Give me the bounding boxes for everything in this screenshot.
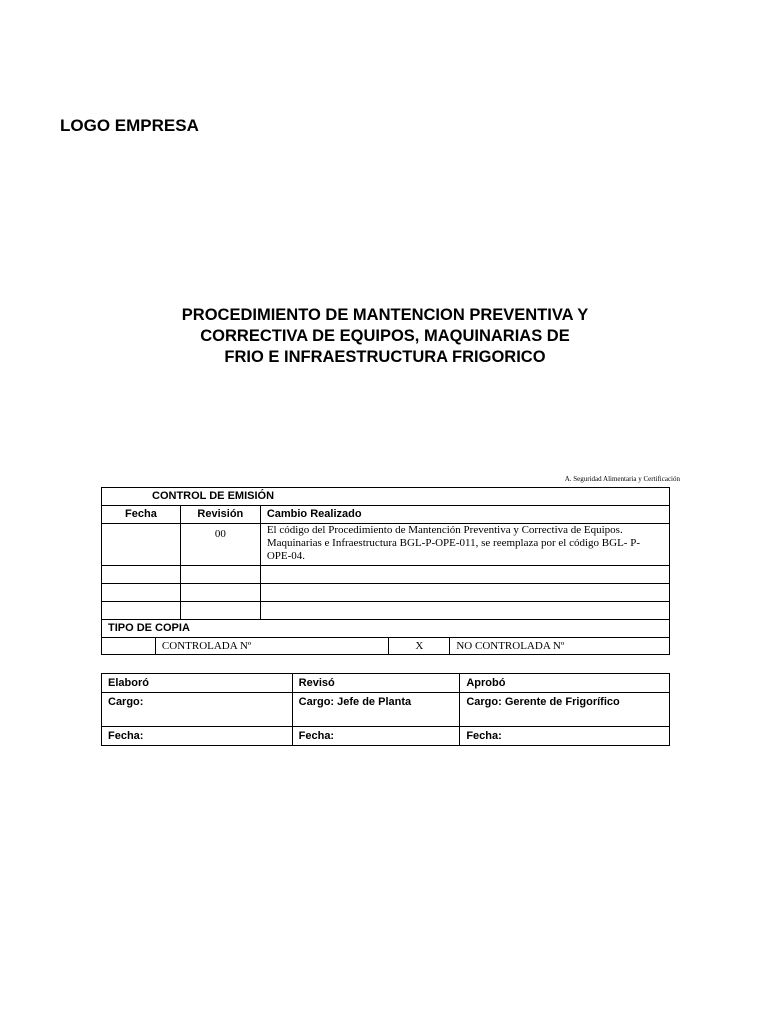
aprobo-fecha: Fecha:	[460, 727, 670, 746]
table-row	[102, 566, 670, 584]
aprobo-cargo: Cargo: Gerente de Frigorífico	[460, 693, 670, 727]
control-heading: CONTROL DE EMISIÓN	[102, 488, 670, 506]
department-note: A. Seguridad Alimentaria y Certificación	[564, 475, 680, 483]
company-logo-text: LOGO EMPRESA	[60, 116, 199, 135]
reviso-cargo: Cargo: Jefe de Planta	[292, 693, 460, 727]
controlada-mark: X	[389, 638, 450, 655]
controlada-label: CONTROLADA Nº	[155, 638, 389, 655]
title-line-2: CORRECTIVA DE EQUIPOS, MAQUINARIAS DE	[200, 327, 570, 345]
copia-heading: TIPO DE COPIA	[102, 620, 670, 638]
row1-fecha	[102, 524, 181, 566]
no-controlada-label: NO CONTROLADA Nº	[450, 638, 670, 655]
reviso-label: Revisó	[292, 674, 460, 693]
row1-cambio: El código del Procedimiento de Mantención Preventiva y Correctiva de Equipos. Maquinarias e Infraestructura BGL-P-OPE-011, se reemplaza por el código BGL- P-OPE-04.	[260, 524, 669, 566]
title-line-3: FRIO E INFRAESTRUCTURA FRIGORICO	[224, 348, 546, 366]
elaboro-label: Elaboró	[102, 674, 293, 693]
document-title	[100, 305, 670, 368]
reviso-fecha: Fecha:	[292, 727, 460, 746]
aprobo-label: Aprobó	[460, 674, 670, 693]
elaboro-cargo: Cargo:	[102, 693, 293, 727]
table-row	[102, 584, 670, 602]
title-line-1: PROCEDIMIENTO DE MANTENCION PREVENTIVA Y	[181, 306, 589, 324]
emission-control-table	[101, 487, 670, 655]
col-revision-header: Revisión	[180, 506, 260, 524]
row1-revision: 00	[180, 524, 260, 566]
elaboro-fecha: Fecha:	[102, 727, 293, 746]
signature-table	[101, 673, 670, 746]
col-cambio-header: Cambio Realizado	[260, 506, 669, 524]
table-row	[102, 602, 670, 620]
col-fecha-header: Fecha	[102, 506, 181, 524]
